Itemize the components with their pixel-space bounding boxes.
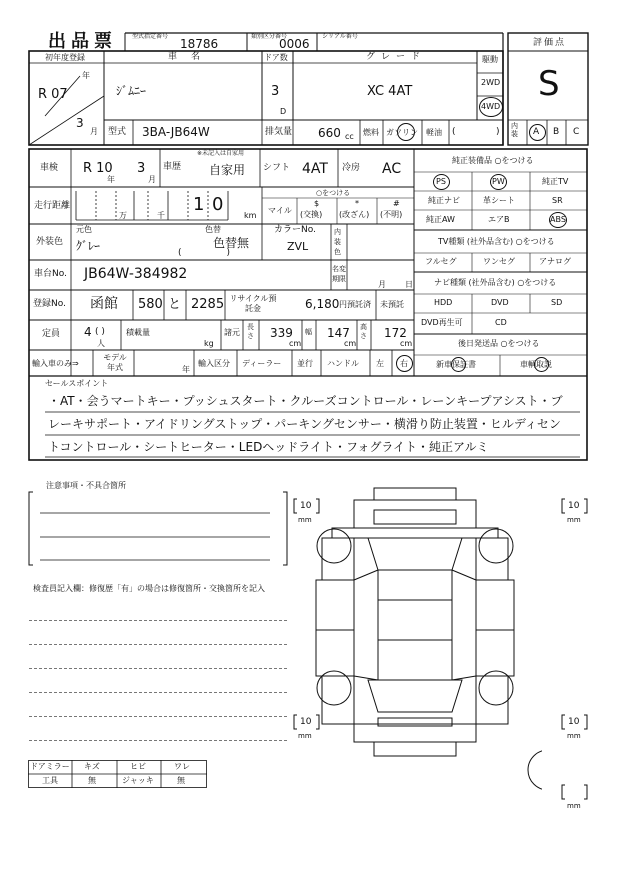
capacity-paren: ( ) xyxy=(95,327,105,337)
mileage-dollar-symbol: $ xyxy=(314,199,320,208)
reg-region: 函館 xyxy=(90,296,118,312)
dims-label: 諸元 xyxy=(224,328,240,337)
height-value: 172 xyxy=(384,326,407,340)
equip-abs: ABS xyxy=(550,215,566,224)
sales-points-line-2: レーキサポート・アイドリングストップ・パーキングセンサー・横滑り防止装置・ヒルディセン xyxy=(48,417,561,431)
reg-kana: と xyxy=(168,297,182,312)
model-label: 型式 xyxy=(108,127,127,137)
fuel-label: 燃料 xyxy=(363,128,379,137)
reg-label: 登録No. xyxy=(33,299,66,309)
displacement-label: 排気量 xyxy=(265,127,293,137)
legend-jack-value: 無 xyxy=(177,776,185,785)
mileage-digit-1: 1 xyxy=(193,194,205,215)
mileage-tampered-label: (改ざん) xyxy=(339,210,370,219)
dealer-label: ディーラー xyxy=(242,359,282,368)
shaken-month: 3 xyxy=(137,161,146,176)
shift-value: 4AT xyxy=(302,161,328,177)
type-approval-label: 型式指定番号 xyxy=(132,33,169,40)
reg-class: 580 xyxy=(138,297,163,312)
grade-label: グレード xyxy=(366,52,427,62)
form-title: 出品票 xyxy=(48,31,117,52)
tire-rl-mm: mm xyxy=(298,732,312,740)
mileage-hash-symbol: # xyxy=(393,199,400,208)
model-year-label: モデル年式 xyxy=(103,353,127,372)
equip-genuine-navi: 純正ナビ xyxy=(428,196,460,205)
inspector-line-1 xyxy=(29,620,287,621)
navi-hdd: HDD xyxy=(434,298,453,307)
mileage-label: 走行距離 xyxy=(34,201,71,211)
legend-door-mirror: ドアミラー xyxy=(30,762,70,771)
navi-title: ナビ種類 (社外品含む) ○をつける xyxy=(434,278,557,287)
equip-ps: PS xyxy=(436,177,446,186)
mileage-asterisk-symbol: * xyxy=(355,199,359,208)
inspector-label: 検査員記入欄：修復歴「有」の場合は修復箇所・交換箇所を記入 xyxy=(33,584,265,593)
equip-airbag: エアB xyxy=(488,215,510,224)
interior-color-label: 内装色 xyxy=(334,228,341,256)
name-change-month-label: 月 xyxy=(378,280,386,289)
equip-leather-seat: 革シート xyxy=(483,196,515,205)
notes-label: 注意事項・不具合箇所 xyxy=(46,481,126,490)
equip-genuine-aw: 純正AW xyxy=(426,215,455,224)
doors-suffix: D xyxy=(280,107,287,116)
mileage-exchange-label: (交換) xyxy=(300,210,323,219)
tire-fr-value: 10 xyxy=(568,501,580,511)
car-name-value: ｼﾞﾑﾆｰ xyxy=(116,84,147,98)
mileage-digit-2: 0 xyxy=(212,194,224,215)
legend-scratch: キズ xyxy=(84,762,100,771)
ac-value: AC xyxy=(382,161,402,177)
shaken-month-label: 月 xyxy=(148,175,156,184)
car-name-label: 車名 xyxy=(168,52,215,62)
first-reg-year-label: 年 xyxy=(82,71,90,80)
capacity-value: 4 xyxy=(84,325,92,339)
tv-fullseg: フルセグ xyxy=(425,257,457,266)
equip-abs-circle xyxy=(549,212,567,228)
displacement-value: 660 xyxy=(318,126,341,140)
capacity-label: 定員 xyxy=(42,329,61,339)
recycle-label: リサイクル預託金 xyxy=(229,294,277,313)
mileage-circle-note: ○をつける xyxy=(316,189,351,197)
import-type-label: 輸入区分 xyxy=(198,359,230,368)
later-manual-circle xyxy=(534,357,549,372)
width-cm-label: cm xyxy=(344,339,357,348)
recycle-status: 円預託済 xyxy=(339,300,371,309)
later-manual: 車輌取説 xyxy=(520,360,552,369)
inspector-line-5 xyxy=(29,716,287,717)
first-reg-month: 3 xyxy=(76,116,84,130)
drive-2wd: 2WD xyxy=(481,78,501,87)
shaken-year-label: 年 xyxy=(107,175,115,184)
length-label: 長さ xyxy=(247,323,254,340)
color-change-label: 色替 xyxy=(205,225,221,234)
legend-jack: ジャッキ xyxy=(122,776,154,785)
model-value: 3BA-JB64W xyxy=(142,125,210,139)
navi-cd: CD xyxy=(495,318,507,327)
tv-oneseg: ワンセグ xyxy=(483,257,515,266)
color-no-value: ZVL xyxy=(287,240,309,253)
interior-a-circle xyxy=(529,124,546,141)
width-label: 幅 xyxy=(305,328,312,336)
handle-right-circle xyxy=(396,355,413,372)
recycle-unpaid: 未預託 xyxy=(380,300,404,309)
length-value: 339 xyxy=(270,326,293,340)
mileage-km-label: km xyxy=(244,211,257,220)
later-warranty-circle xyxy=(451,357,466,372)
tire-fr-mm: mm xyxy=(567,516,581,524)
ac-label: 冷房 xyxy=(342,163,361,173)
first-reg-era-year: R 07 xyxy=(38,87,68,102)
genuine-title: 純正装備品 ○をつける xyxy=(452,156,534,165)
orig-color-label: 元色 xyxy=(76,225,92,234)
color-no-label: カラーNo. xyxy=(274,225,316,235)
mileage-mile-label: マイル xyxy=(268,206,292,215)
later-warranty: 新車保証書 xyxy=(436,360,476,369)
recycle-value: 6,180 xyxy=(305,297,340,311)
model-year-suffix: 年 xyxy=(182,365,190,374)
shaken-label: 車検 xyxy=(40,163,59,173)
navi-sd: SD xyxy=(551,298,563,307)
tire-rr-value: 10 xyxy=(568,717,580,727)
history-value: 自家用 xyxy=(209,163,246,177)
fuel-gasoline-circle xyxy=(397,123,415,141)
name-change-label: 名変期限 xyxy=(332,265,346,283)
displacement-unit: cc xyxy=(345,132,354,141)
later-title: 後日発送品 ○をつける xyxy=(458,339,540,348)
mileage-man-label: 万 xyxy=(119,211,127,220)
navi-dvd-play: DVD再生可 xyxy=(421,318,463,327)
serial-label: シリアル番号 xyxy=(322,33,358,40)
fuel-gasoline: ガソリン xyxy=(386,128,418,137)
fuel-paren-open: ( xyxy=(452,127,456,137)
rating-value: S xyxy=(538,64,560,104)
legend-crack: ヒビ xyxy=(130,762,146,771)
equip-ps-circle xyxy=(433,174,450,190)
drive-label: 駆動 xyxy=(482,55,498,64)
first-reg-month-label: 月 xyxy=(90,127,98,136)
handle-label: ハンドル xyxy=(327,359,359,368)
navi-dvd: DVD xyxy=(491,298,509,307)
load-kg-label: kg xyxy=(204,339,214,348)
history-label: 車歴 xyxy=(163,162,182,172)
drive-4wd: 4WD xyxy=(481,102,501,111)
legend-tools: 工具 xyxy=(42,776,58,785)
inspector-line-6 xyxy=(29,740,287,741)
inspector-line-3 xyxy=(29,668,287,669)
orig-color-value: ｸﾞﾚｰ xyxy=(76,239,101,253)
tire-spare-mm: mm xyxy=(567,802,581,810)
fuel-paren-close: ) xyxy=(496,127,500,137)
tire-rr-mm: mm xyxy=(567,732,581,740)
legend-tools-value: 無 xyxy=(88,776,96,785)
handle-left: 左 xyxy=(376,359,384,368)
type-approval-value: 18786 xyxy=(180,37,219,51)
chassis-value: JB64W-384982 xyxy=(84,266,188,282)
category-label: 類別区分番号 xyxy=(251,33,288,40)
height-cm-label: cm xyxy=(400,339,413,348)
history-note: ※未記入は自家用 xyxy=(197,150,245,157)
sales-points-line-1: ・AT・会うマートキー・プッシュスタート・クルーズコントロール・レーンキープアシスト・ブ xyxy=(48,394,563,408)
equip-pw: PW xyxy=(492,177,505,186)
handle-right: 右 xyxy=(400,359,408,368)
inspector-line-4 xyxy=(29,692,287,693)
reg-number: 2285 xyxy=(191,297,225,312)
color-label: 外装色 xyxy=(36,237,64,247)
rating-label: 評価点 xyxy=(533,38,567,48)
equip-genuine-tv: 純正TV xyxy=(542,177,569,186)
fuel-diesel: 軽油 xyxy=(426,128,442,137)
interior-b: B xyxy=(553,127,560,137)
tire-rl-value: 10 xyxy=(300,717,312,727)
tv-analog: アナログ xyxy=(539,257,571,266)
equip-pw-circle xyxy=(490,174,507,190)
shift-label: シフト xyxy=(263,163,291,173)
tire-fl-value: 10 xyxy=(300,501,312,511)
interior-label: 内装 xyxy=(511,122,518,138)
load-label: 積載量 xyxy=(126,328,150,337)
mileage-sen-label: 千 xyxy=(157,211,165,220)
doors-value: 3 xyxy=(271,84,280,99)
interior-a: A xyxy=(533,127,540,137)
grade-value: XC 4AT xyxy=(367,84,413,99)
tire-fl-mm: mm xyxy=(298,516,312,524)
sales-points-line-3: トコントロール・シートヒーター・LEDヘッドライト・フォグライト・純正アルミ xyxy=(48,440,489,454)
parallel-label: 並行 xyxy=(297,359,313,368)
color-change-value: 色替無 xyxy=(213,236,250,250)
inspector-line-2 xyxy=(29,644,287,645)
sales-points-label: セールスポイント xyxy=(45,379,109,388)
tv-title: TV種類 (社外品含む) ○をつける xyxy=(438,237,555,246)
legend-break: ワレ xyxy=(174,762,190,771)
chassis-label: 車台No. xyxy=(34,269,67,279)
category-value: 0006 xyxy=(279,37,310,51)
interior-c: C xyxy=(573,127,580,137)
name-change-day-label: 日 xyxy=(405,280,413,289)
car-diagram xyxy=(292,480,542,810)
color-change-paren: ( ) xyxy=(178,248,231,258)
drive-4wd-circle xyxy=(479,97,503,117)
doors-label: ドア数 xyxy=(264,53,288,62)
shaken-era: R 10 xyxy=(83,161,113,176)
width-value: 147 xyxy=(327,326,350,340)
mileage-unknown-label: (不明) xyxy=(380,210,403,219)
capacity-person-label: 人 xyxy=(97,339,105,348)
import-label: 輸入車のみ⇒ xyxy=(32,359,79,368)
equip-sr: SR xyxy=(552,196,563,205)
height-label: 高さ xyxy=(360,323,367,340)
length-cm-label: cm xyxy=(289,339,302,348)
first-reg-label: 初年度登録 xyxy=(45,53,85,62)
